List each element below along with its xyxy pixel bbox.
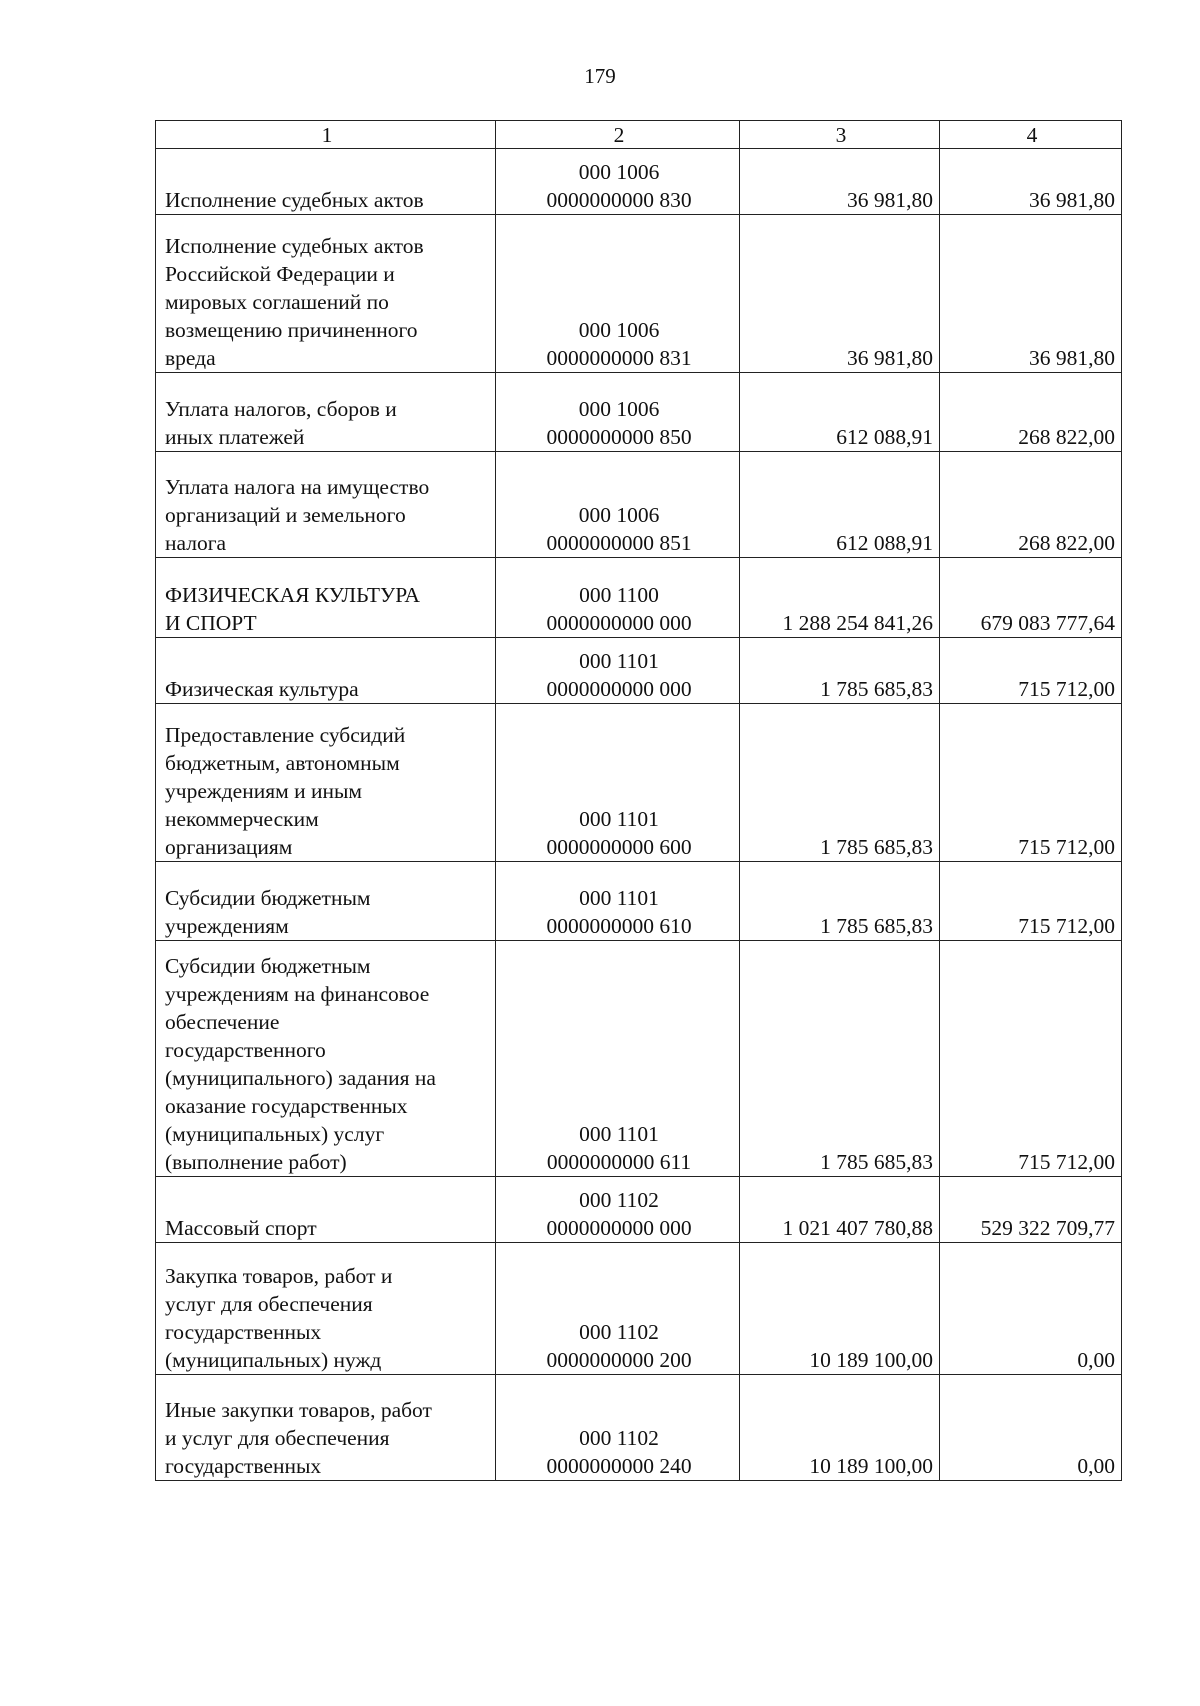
table-row bbox=[156, 704, 1122, 862]
cell-item-name bbox=[156, 1243, 496, 1375]
item-name-line: ФИЗИЧЕСКАЯ КУЛЬТУРА bbox=[165, 583, 420, 607]
budget-code-line: 0000000000 830 bbox=[546, 188, 692, 212]
cell-budget-code bbox=[496, 941, 740, 1177]
header-row bbox=[156, 121, 1122, 149]
budget-code-line: 000 1101 bbox=[579, 807, 659, 831]
table-row bbox=[156, 215, 1122, 373]
item-name-line: Исполнение судебных актов bbox=[165, 188, 424, 212]
table-row bbox=[156, 638, 1122, 704]
item-name-line: вреда bbox=[165, 346, 216, 370]
header-col-3: 3 bbox=[740, 121, 940, 149]
table-row bbox=[156, 1243, 1122, 1375]
cell-amount-col3: 1 785 685,83 bbox=[740, 941, 940, 1177]
item-name-line: Физическая культура bbox=[165, 677, 359, 701]
item-name-line: Закупка товаров, работ и bbox=[165, 1264, 393, 1288]
item-name-line: иных платежей bbox=[165, 425, 305, 449]
budget-code-line: 000 1006 bbox=[578, 318, 660, 342]
cell-budget-code bbox=[496, 452, 740, 558]
budget-code-line: 000 1101 bbox=[579, 1122, 659, 1146]
budget-code-line: 0000000000 850 bbox=[546, 425, 692, 449]
budget-code-line: 0000000000 000 bbox=[546, 611, 692, 635]
item-name-line: учреждениям и иным bbox=[165, 779, 363, 803]
item-name-line: бюджетным, автономным bbox=[165, 751, 400, 775]
item-name-line: (муниципального) задания на bbox=[165, 1066, 436, 1090]
cell-budget-code bbox=[496, 558, 740, 638]
cell-budget-code bbox=[496, 704, 740, 862]
table-row bbox=[156, 149, 1122, 215]
item-name-line: Иные закупки товаров, работ bbox=[165, 1398, 432, 1422]
budget-code-line: 000 1006 bbox=[578, 160, 660, 184]
cell-amount-col4: 36 981,80 bbox=[940, 149, 1122, 215]
cell-budget-code bbox=[496, 215, 740, 373]
cell-amount-col4: 0,00 bbox=[940, 1243, 1122, 1375]
budget-code-line: 0000000000 200 bbox=[546, 1348, 692, 1372]
budget-code-line: 0000000000 000 bbox=[546, 1216, 692, 1240]
cell-item-name bbox=[156, 862, 496, 941]
budget-code-line: 0000000000 610 bbox=[546, 914, 692, 938]
item-name-line: государственных bbox=[165, 1320, 322, 1344]
cell-budget-code bbox=[496, 1243, 740, 1375]
item-name-line: Уплата налога на имущество bbox=[165, 475, 430, 499]
table-row bbox=[156, 452, 1122, 558]
cell-amount-col3: 1 785 685,83 bbox=[740, 638, 940, 704]
item-name-line: Российской Федерации и bbox=[165, 262, 395, 286]
item-name-line: Субсидии бюджетным bbox=[165, 886, 371, 910]
cell-amount-col4: 36 981,80 bbox=[940, 215, 1122, 373]
cell-item-name bbox=[156, 558, 496, 638]
cell-amount-col4: 529 322 709,77 bbox=[940, 1177, 1122, 1243]
budget-code-line: 0000000000 611 bbox=[546, 1150, 692, 1174]
cell-budget-code bbox=[496, 1177, 740, 1243]
item-name-line: Уплата налогов, сборов и bbox=[165, 397, 397, 421]
cell-budget-code bbox=[496, 638, 740, 704]
table-row bbox=[156, 1375, 1122, 1481]
table-row bbox=[156, 1177, 1122, 1243]
budget-code-line: 0000000000 600 bbox=[546, 835, 692, 859]
item-name-line: организаций и земельного bbox=[165, 503, 406, 527]
budget-table bbox=[155, 120, 1122, 1481]
item-name-line: (муниципальных) нужд bbox=[165, 1348, 382, 1372]
cell-item-name bbox=[156, 1375, 496, 1481]
budget-code-line: 000 1101 bbox=[579, 649, 659, 673]
cell-amount-col3: 10 189 100,00 bbox=[740, 1243, 940, 1375]
cell-amount-col3: 1 021 407 780,88 bbox=[740, 1177, 940, 1243]
cell-item-name bbox=[156, 638, 496, 704]
item-name-line: государственных bbox=[165, 1454, 322, 1478]
table-header bbox=[156, 121, 1122, 149]
cell-item-name bbox=[156, 215, 496, 373]
item-name-line: Массовый спорт bbox=[165, 1216, 317, 1240]
budget-code-line: 0000000000 831 bbox=[546, 346, 692, 370]
item-name-line: учреждениям на финансовое bbox=[165, 982, 430, 1006]
cell-item-name bbox=[156, 941, 496, 1177]
cell-amount-col4: 268 822,00 bbox=[940, 452, 1122, 558]
item-name-line: оказание государственных bbox=[165, 1094, 408, 1118]
budget-code-line: 000 1006 bbox=[578, 397, 660, 421]
cell-amount-col3: 36 981,80 bbox=[740, 215, 940, 373]
item-name-line: и услуг для обеспечения bbox=[165, 1426, 390, 1450]
cell-budget-code bbox=[496, 862, 740, 941]
table-row bbox=[156, 941, 1122, 1177]
budget-code-line: 000 1102 bbox=[579, 1426, 659, 1450]
cell-budget-code bbox=[496, 149, 740, 215]
cell-amount-col4: 715 712,00 bbox=[940, 638, 1122, 704]
cell-budget-code bbox=[496, 373, 740, 452]
item-name-line: Субсидии бюджетным bbox=[165, 954, 371, 978]
item-name-line: государственного bbox=[165, 1038, 326, 1062]
table-body bbox=[156, 149, 1122, 1481]
item-name-line: учреждениям bbox=[165, 914, 289, 938]
cell-amount-col4: 715 712,00 bbox=[940, 704, 1122, 862]
cell-amount-col3: 36 981,80 bbox=[740, 149, 940, 215]
header-col-4: 4 bbox=[940, 121, 1122, 149]
item-name-line: некоммерческим bbox=[165, 807, 319, 831]
item-name-line: И СПОРТ bbox=[165, 611, 257, 635]
cell-amount-col3: 612 088,91 bbox=[740, 373, 940, 452]
page-number: 179 bbox=[584, 64, 616, 88]
cell-budget-code bbox=[496, 1375, 740, 1481]
item-name-line: (выполнение работ) bbox=[165, 1150, 347, 1174]
budget-code-line: 000 1101 bbox=[579, 886, 659, 910]
table-row bbox=[156, 373, 1122, 452]
budget-code-line: 0000000000 000 bbox=[546, 677, 692, 701]
cell-amount-col3: 1 785 685,83 bbox=[740, 704, 940, 862]
cell-item-name bbox=[156, 1177, 496, 1243]
cell-amount-col4: 715 712,00 bbox=[940, 941, 1122, 1177]
budget-code-line: 000 1102 bbox=[579, 1188, 659, 1212]
budget-code-line: 000 1102 bbox=[579, 1320, 659, 1344]
item-name-line: мировых соглашений по bbox=[165, 290, 389, 314]
cell-amount-col4: 715 712,00 bbox=[940, 862, 1122, 941]
table-row bbox=[156, 558, 1122, 638]
cell-amount-col3: 1 785 685,83 bbox=[740, 862, 940, 941]
item-name-line: Исполнение судебных актов bbox=[165, 234, 424, 258]
cell-amount-col3: 612 088,91 bbox=[740, 452, 940, 558]
header-col-1: 1 bbox=[156, 121, 496, 149]
item-name-line: услуг для обеспечения bbox=[165, 1292, 373, 1316]
budget-code-line: 000 1006 bbox=[578, 503, 660, 527]
item-name-line: организациям bbox=[165, 835, 293, 859]
cell-item-name bbox=[156, 149, 496, 215]
header-col-2: 2 bbox=[496, 121, 740, 149]
budget-code-line: 0000000000 851 bbox=[546, 531, 692, 555]
cell-item-name bbox=[156, 704, 496, 862]
cell-amount-col3: 10 189 100,00 bbox=[740, 1375, 940, 1481]
cell-amount-col4: 0,00 bbox=[940, 1375, 1122, 1481]
cell-amount-col3: 1 288 254 841,26 bbox=[740, 558, 940, 638]
budget-code-line: 000 1100 bbox=[579, 583, 659, 607]
cell-amount-col4: 679 083 777,64 bbox=[940, 558, 1122, 638]
budget-code-line: 0000000000 240 bbox=[546, 1454, 692, 1478]
item-name-line: возмещению причиненного bbox=[165, 318, 418, 342]
table-row bbox=[156, 862, 1122, 941]
cell-item-name bbox=[156, 452, 496, 558]
cell-amount-col4: 268 822,00 bbox=[940, 373, 1122, 452]
cell-item-name bbox=[156, 373, 496, 452]
item-name-line: Предоставление субсидий bbox=[165, 723, 406, 747]
item-name-line: обеспечение bbox=[165, 1010, 280, 1034]
item-name-line: (муниципальных) услуг bbox=[165, 1122, 385, 1146]
item-name-line: налога bbox=[165, 531, 227, 555]
